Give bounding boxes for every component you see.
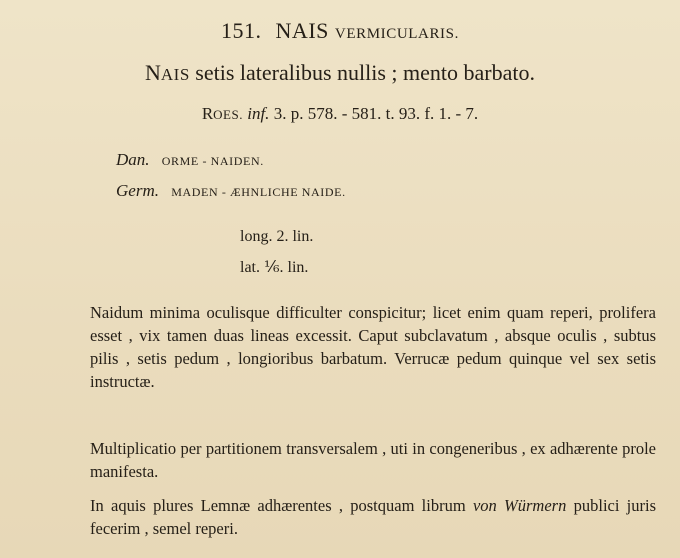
genus-name: NAIS: [275, 18, 329, 43]
reference-author-initial: R: [201, 104, 214, 123]
habitat-paragraph: [90, 494, 656, 540]
diagnosis-line: [0, 60, 680, 86]
description-paragraph: Naidum minima oculisque difficulter conspicitur; licet enim quam reperi, prolifera esset , vix tamen duas lineas excessit. Caput subclavatum , absque oculis , subtus pilis , setis pedum , longioribus barbatum. Verrucæ pedum quinque vel sex setis instructæ.: [90, 303, 656, 391]
vernacular-name: MADEN - ÆHNLICHE NAIDE.: [171, 185, 346, 199]
vernacular-danish: [116, 150, 264, 170]
diagnosis-text: setis lateralibus nullis ; mento barbato.: [195, 60, 535, 85]
measurement-width: [240, 257, 308, 277]
reference-line: [0, 104, 680, 124]
reference-work: inf.: [247, 104, 270, 123]
diagnosis-genus-rest: AIS: [160, 65, 190, 84]
reproduction-paragraph: Multiplicatio per partitionem transversalem , uti in congeneribus , ex adhærente prole manifesta.: [90, 439, 656, 481]
vernacular-lang: Germ.: [116, 181, 159, 200]
diagnosis-initial: N: [144, 60, 161, 85]
measurement-value: 2. lin.: [276, 228, 314, 245]
measurement-label: long.: [240, 228, 273, 245]
vernacular-german: [116, 181, 346, 201]
species-heading: [0, 18, 680, 44]
measurement-value: ⅙. lin.: [264, 259, 309, 276]
habitat-text-before: In aquis plures Lemnæ adhærentes , postquam librum: [90, 496, 466, 515]
book-title: von Würmern: [472, 496, 567, 515]
vernacular-name: ORME - NAIDEN.: [161, 154, 264, 168]
reference-author-rest: OES.: [213, 107, 243, 122]
measurement-length: [240, 228, 313, 246]
vernacular-lang: Dan.: [116, 150, 150, 169]
measurement-label: lat.: [240, 259, 260, 276]
habitat-text-after: publici juris fecerim , semel reperi.: [90, 496, 657, 538]
species-name: VERMICULARIS.: [334, 26, 459, 42]
species-number: 151.: [221, 18, 262, 43]
reference-citation: 3. p. 578. - 581. t. 93. f. 1. - 7.: [273, 104, 479, 123]
